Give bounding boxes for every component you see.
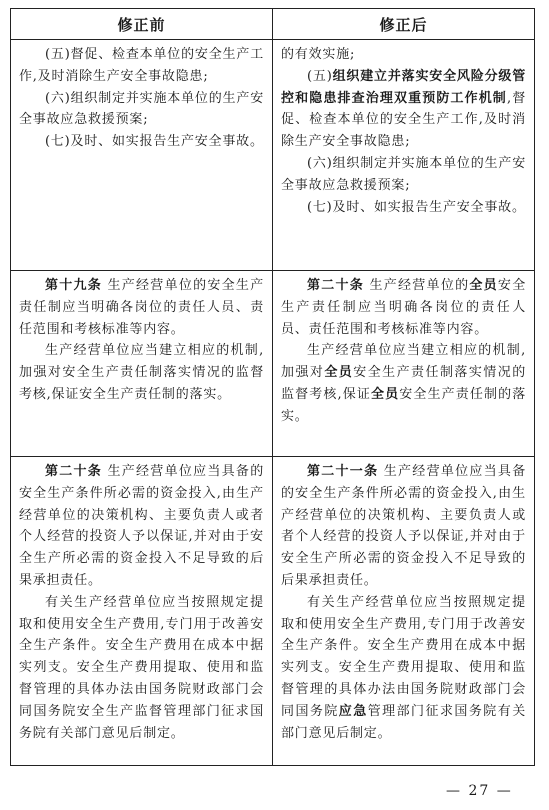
paragraph (281, 340, 526, 427)
text-run: 生产经营单位应当建立相应的机制,加强对 (281, 343, 526, 381)
paragraph (19, 340, 264, 405)
text-run: 生产经营单位的 (364, 278, 470, 293)
paragraph (281, 461, 526, 592)
text-run: (五) (307, 68, 333, 84)
paragraph (281, 592, 526, 745)
table-header-row (11, 9, 535, 40)
emphasized-text: 应急 (338, 703, 368, 719)
text-run: 生产经营单位应当建立相应的机制,加强对安全生产责任制落实情况的监督考核,保证安全生产责任制的落实。 (19, 343, 264, 402)
text-run: 生产经营单位的安全生产责任制应当明确各岗位的责任人员、责任范围和考核标准等内容。 (19, 278, 265, 337)
emphasized-text: 第二十条 (307, 278, 365, 293)
text-run: (六)组织制定并实施本单位的生产安全事故应急救援预案; (19, 90, 264, 128)
paragraph (281, 275, 526, 340)
paragraph (19, 44, 264, 88)
amendment-comparison-table (10, 8, 535, 766)
text-run: (七)及时、如实报告生产安全事故。 (45, 134, 264, 150)
text-run: (六)组织制定并实施本单位的生产安全事故应急救援预案; (281, 155, 526, 193)
emphasized-text: 全员 (370, 386, 400, 402)
text-run: 的有效实施; (281, 47, 356, 62)
paragraph (19, 275, 264, 340)
text-run: 生产经营单位应当具备的安全生产条件所必需的资金投入,由生产经营单位的决策机构、主要负责人或者个人经营的投资人予以保证,并对由于安全生产所必需的资金投入不足导致的后果承担责任。 (281, 464, 526, 588)
paragraph (19, 131, 264, 153)
emphasized-text: 全员 (324, 365, 354, 381)
text-run: ,督促、检查本单位的安全生产工作,及时消除生产安全事故隐患; (281, 90, 526, 150)
emphasized-text: 全员 (469, 278, 498, 293)
emphasized-text: 第二十一条 (307, 464, 379, 479)
emphasized-text: 组织建立并落实安全风险分级管控和隐患排查治理双重预防工作机制 (281, 68, 526, 106)
text-run: (七)及时、如实报告生产安全事故。 (307, 199, 526, 215)
paragraph (281, 66, 526, 153)
header-before: 修正前 (11, 9, 273, 40)
paragraph (281, 44, 526, 66)
paragraph (281, 153, 526, 197)
text-run: 管理部门征求国务院有关部门意见后制定。 (281, 703, 526, 741)
cell-before (11, 457, 273, 766)
table-row (11, 40, 535, 271)
text-run: 安全生产责任制的落实。 (281, 386, 527, 424)
text-run: 有关生产经营单位应当按照规定提取和使用安全生产费用,专门用于改善安全生产条件。安全生产费用在成本中据实列支。安全生产费用提取、使用和监督管理的具体办法由国务院财政部门会同国务院 (281, 594, 526, 719)
cell-before (11, 40, 273, 271)
text-run: (五)督促、检查本单位的安全生产工作,及时消除生产安全事故隐患; (19, 47, 264, 84)
header-after: 修正后 (273, 9, 535, 40)
emphasized-text: 第二十条 (45, 464, 103, 479)
text-run: 安全生产责任制落实情况的监督考核,保证 (281, 365, 526, 402)
paragraph (19, 461, 264, 592)
cell-after (273, 40, 535, 271)
text-run: 生产经营单位应当具备的安全生产条件所必需的资金投入,由生产经营单位的决策机构、主要负责人或者个人经营的投资人予以保证,并对由于安全生产所必需的资金投入不足导致的后果承担责任。 (19, 464, 265, 588)
emphasized-text: 第十九条 (45, 278, 103, 293)
table-row (11, 271, 535, 457)
cell-after (273, 271, 535, 457)
paragraph (19, 592, 264, 745)
page-number: — 27 — (446, 783, 513, 799)
table-row (11, 457, 535, 766)
paragraph (19, 88, 264, 132)
cell-before (11, 271, 273, 457)
paragraph (281, 197, 526, 219)
cell-after (273, 457, 535, 766)
text-run: 安全生产责任制应当明确各岗位的责任人员、责任范围和考核标准等内容。 (281, 278, 526, 337)
text-run: 有关生产经营单位应当按照规定提取和使用安全生产费用,专门用于改善安全生产条件。安全生产费用在成本中据实列支。安全生产费用提取、使用和监督管理的具体办法由国务院财政部门会同国务院安全生产监督管理部门征求国务院有关部门意见后制定。 (19, 594, 264, 741)
